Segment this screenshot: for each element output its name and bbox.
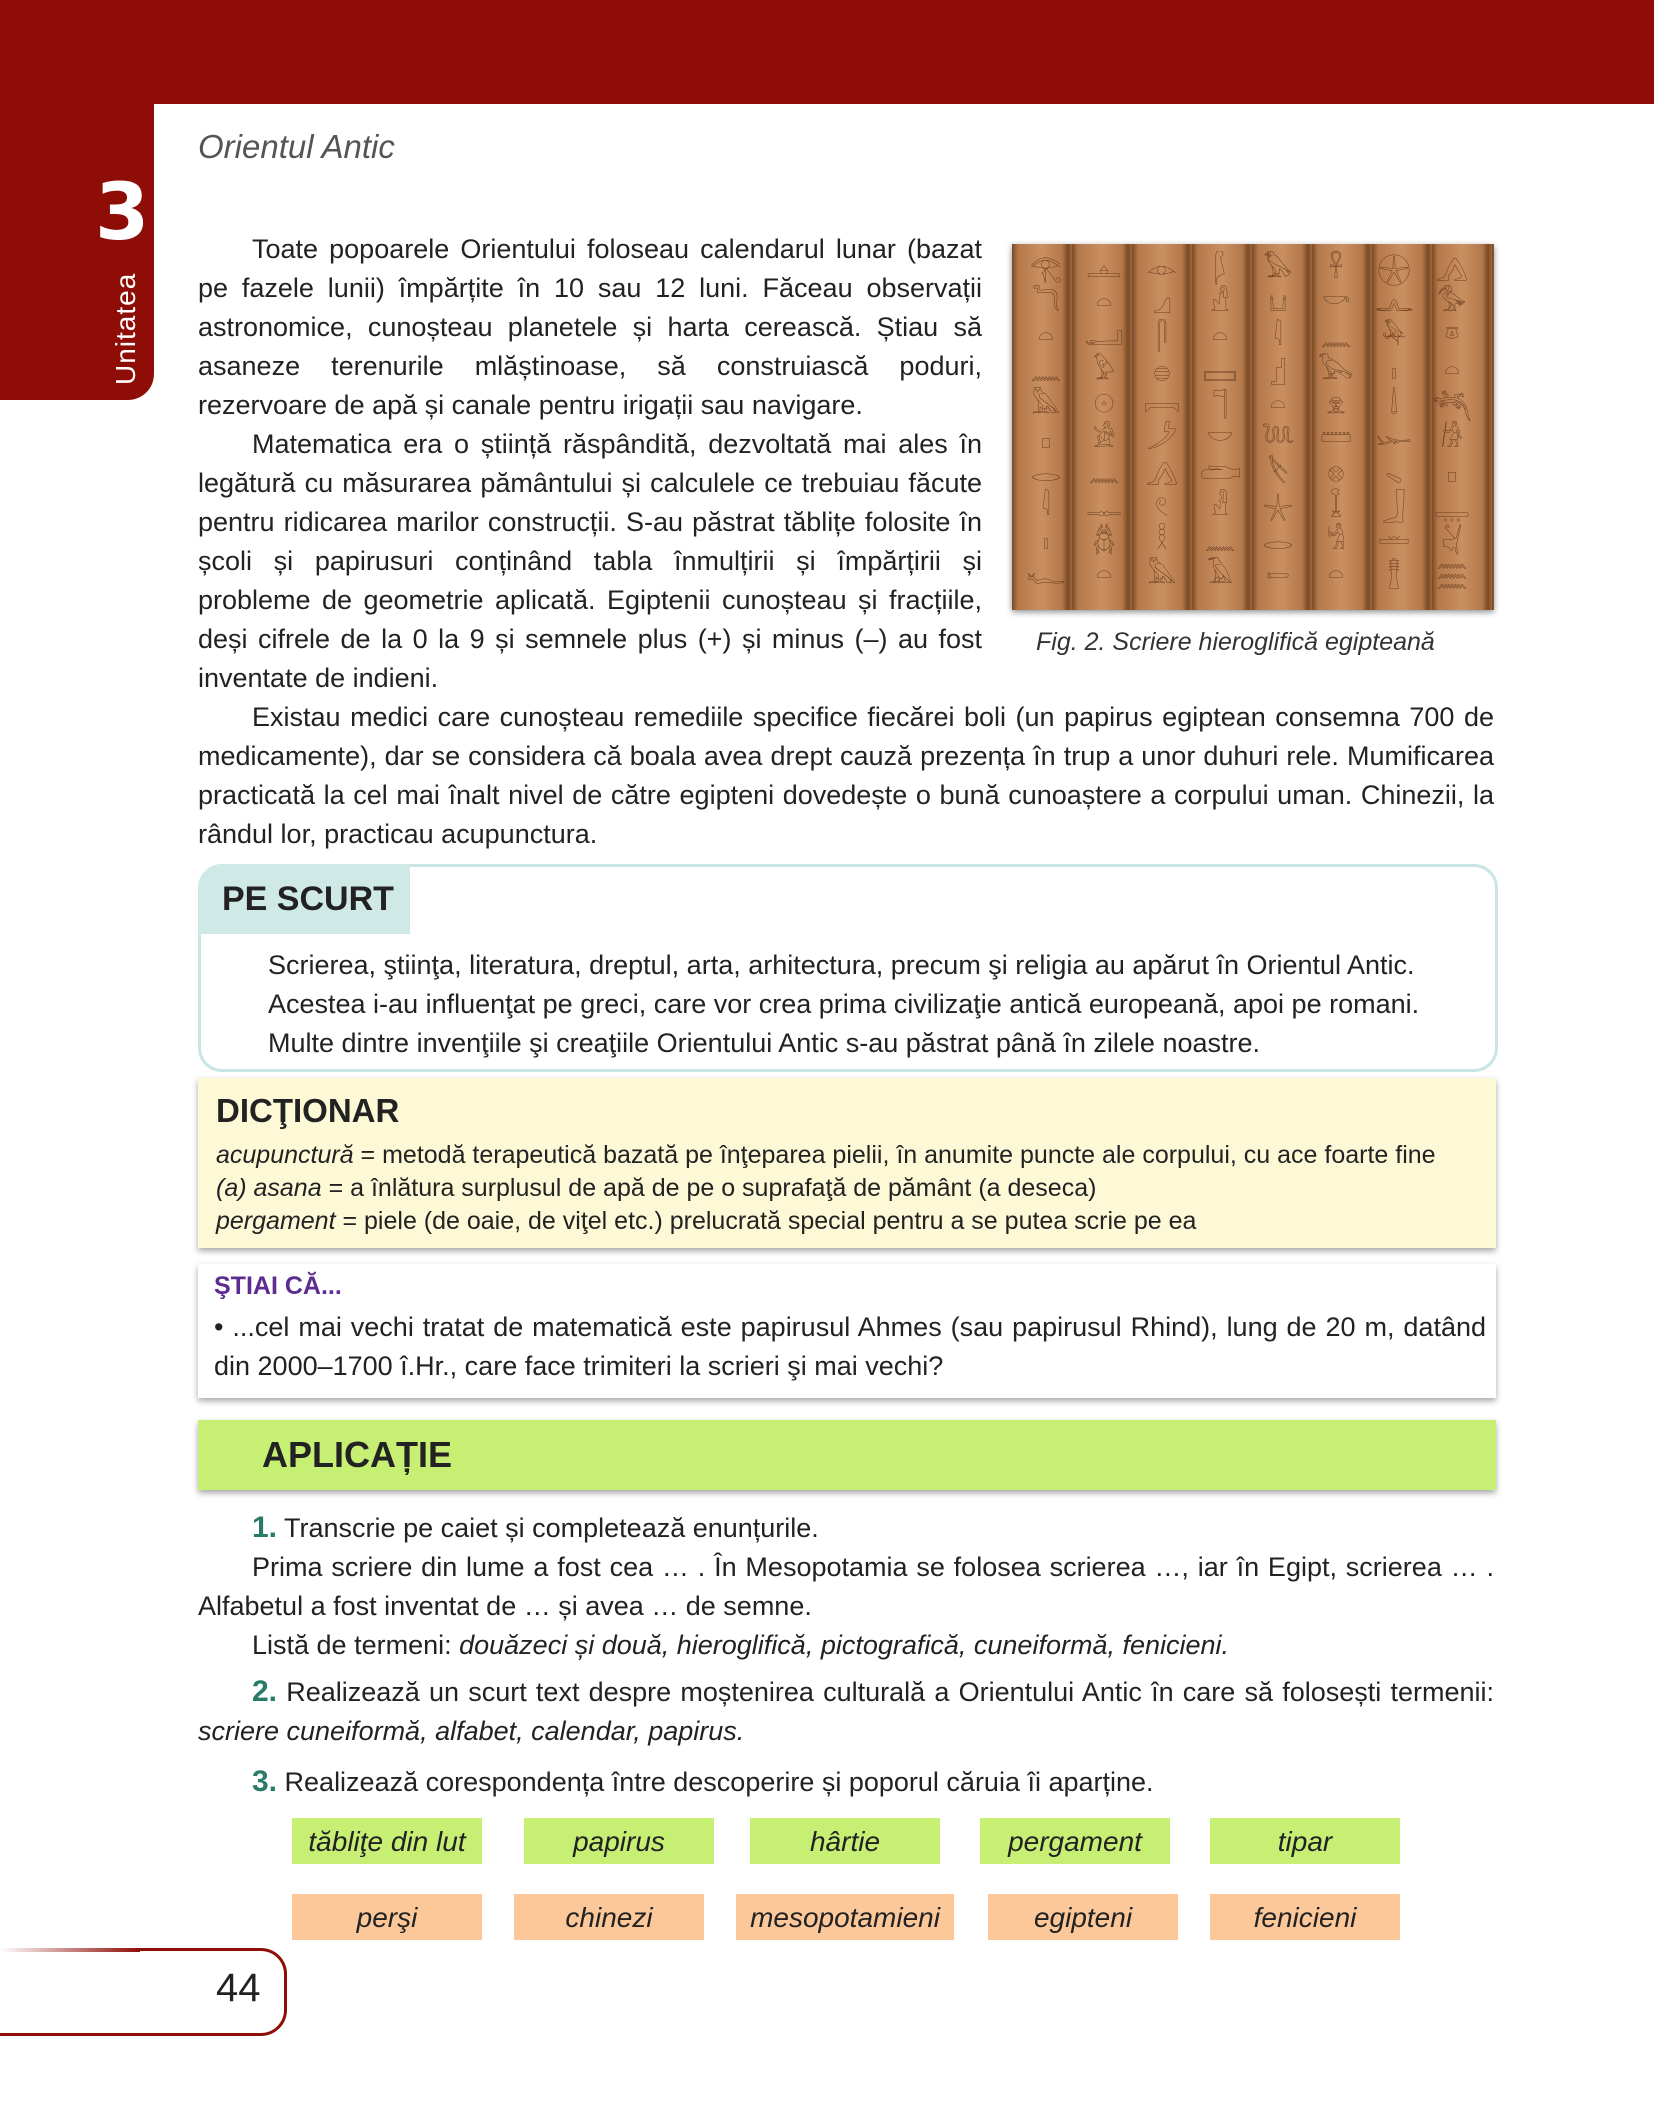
section-title: Orientul Antic	[198, 128, 395, 165]
stiai-ca-title: ŞTIAI CĂ...	[214, 1272, 342, 1300]
dictionar-definition: = a înlătura surplusul de apă de pe o suprafaţă de pământ (a deseca)	[321, 1174, 1097, 1202]
discovery-tag: pergament	[980, 1818, 1170, 1864]
aplicatie-title: APLICAȚIE	[262, 1434, 453, 1475]
exercise-number: 3.	[252, 1765, 278, 1798]
exercise-instruction: Transcrie pe caiet și completează enunțurile.	[277, 1513, 819, 1543]
people-tag: egipteni	[988, 1894, 1178, 1940]
page-number-rule	[0, 1948, 140, 1952]
unit-number: 3	[95, 168, 150, 258]
discovery-tag: tăbliţe din lut	[292, 1818, 482, 1864]
dictionar-entry	[216, 1205, 1196, 1237]
hieroglyph-photo: 𓂀 𓆓 𓏏 𓈖 𓅓 𓊪 𓂋 𓇋 𓏤 𓆑 𓊵 𓏏 𓂝 𓅱 𓇳 𓀀 𓈖 𓊃 𓆣 𓏏 𓁹 𓈎 𓋴 𓐍 𓇯 𓌳 𓂻 𓏲 𓎛 𓅓 𓆄 𓀭 𓏏 𓈙 𓊹 𓎟 𓂧 𓁐 𓈖 𓄿 𓅃 𓂓 𓇋 𓊨 𓏏 𓆙 𓌸 𓇼 𓂋 𓍿 𓋹 𓎡 𓈖 𓅂 𓁷 𓏠 𓊖 𓆼 𓀜 𓏏 𓇽 𓂜 𓅆 𓏤 𓌃 𓆱 𓈅 𓃀 𓏛 𓊽 𓂻 𓅜 𓎼 𓏏 𓆈 𓀙 𓊪 𓇾 𓋔 𓈗	[1012, 244, 1494, 610]
pe-scurt-line: Scrierea, ştiinţa, literatura, dreptul, arta, arhitectura, precum şi religia au apărut în Orientul Antic.	[268, 950, 1415, 980]
exercise-1-text: Prima scriere din lume a fost cea … . În Mesopotamia se folosea scrierea …, iar în Egipt, scrierea … . Alfabetul a fost inventat de … și avea … de semne.	[198, 1552, 1494, 1621]
pe-scurt-title: PE SCURT	[222, 880, 394, 918]
dictionar-term: acupunctură	[216, 1141, 354, 1169]
pe-scurt-text	[268, 946, 1498, 1063]
people-tag: perşi	[292, 1894, 482, 1940]
people-tag: mesopotamieni	[736, 1894, 954, 1940]
paragraph-calendar: Toate popoarele Orientului foloseau calendarul lunar (bazat pe fazele lunii) împărțite în 10 sau 12 luni. Făceau observații astronomice, cunoșteau planetele și harta cerească. Știau să asaneze terenurile mlăștinoase, să construiască poduri, rezervoare de apă și canale pentru irigații sau navigare.	[198, 234, 982, 420]
dictionar-term: pergament	[216, 1207, 336, 1235]
stiai-ca-text: • ...cel mai vechi tratat de matematică este papirusul Ahmes (sau papirusul Rhind), lung de 20 m, datând din 2000–1700 î.Hr., care face trimiteri la scrieri şi mai vechi?	[214, 1312, 1486, 1381]
dictionar-entry	[216, 1172, 1096, 1204]
page-number: 44	[216, 1966, 261, 2010]
pe-scurt-line: Acestea i-au influenţat pe greci, care vor crea prima civilizaţie antică europeană, apoi pe romani.	[268, 989, 1420, 1019]
exercise-2	[198, 1672, 1494, 1751]
dictionar-title: DICŢIONAR	[216, 1092, 400, 1129]
exercise-instruction: Realizează corespondența între descoperire și poporul căruia îi aparține.	[277, 1767, 1154, 1797]
discovery-tag: hârtie	[750, 1818, 940, 1864]
people-tag: chinezi	[514, 1894, 704, 1940]
exercise-3	[198, 1762, 1494, 1802]
top-banner	[0, 0, 1654, 104]
paragraph-mathematics: Matematica era o știință răspândită, dezvoltată mai ales în legătură cu măsurarea pământului și calculele ce trebuiau făcute pentru ridicarea marilor construcții. S-au păstrat tăblițe folosite în școli și papirusuri conținând tabla înmulțirii și împărțirii și probleme de geometrie aplicată. Egiptenii cunoșteau și fracțiile, deși cifrele de la 0 la 9 și semnele plus (+) și minus (–) au fost inventate de indieni.	[198, 429, 982, 693]
exercise-instruction: Realizează un scurt text despre moștenirea culturală a Orientului Antic în care să folosești termenii:	[277, 1677, 1494, 1707]
people-tag: fenicieni	[1210, 1894, 1400, 1940]
exercise-1-instruction	[198, 1508, 1494, 1548]
dictionar-entry	[216, 1139, 1436, 1171]
exercise-1-terms	[198, 1626, 1494, 1665]
discovery-tag: papirus	[524, 1818, 714, 1864]
unit-label: Unitatea	[110, 272, 141, 385]
exercise-number: 2.	[252, 1675, 278, 1708]
dictionar-definition: = metodă terapeutică bazată pe înţeparea pielii, în anumite puncte ale corpului, cu ace foarte fine	[353, 1141, 1436, 1169]
figure-caption: Fig. 2. Scriere hieroglifică egipteană	[1036, 628, 1435, 656]
pe-scurt-line: Multe dintre invenţiile şi creaţiile Orientului Antic s-au păstrat până în zilele noastre.	[268, 1028, 1260, 1058]
paragraph-medicine: Existau medici care cunoșteau remediile specifice fiecărei boli (un papirus egiptean consemna 700 de medicamente), dar se considera că boala avea drept cauză prezența în trup a unor duhuri rele. Mumificarea practicată la cel mai înalt nivel de către egipteni dovedește o bună cunoaștere a corpului uman. Chinezii, la rândul lor, practicau acupunctura.	[198, 702, 1494, 849]
exercise-number: 1.	[252, 1511, 278, 1544]
terms-list: douăzeci și două, hieroglifică, pictografică, cuneiformă, fenicieni.	[459, 1630, 1230, 1660]
terms-list: scriere cuneiformă, alfabet, calendar, papirus.	[198, 1716, 745, 1746]
dictionar-term: (a) asana	[216, 1174, 322, 1202]
dictionar-definition: = piele (de oaie, de viţel etc.) prelucrată special pentru a se putea scrie pe ea	[335, 1207, 1197, 1235]
terms-label: Listă de termeni:	[252, 1630, 460, 1660]
discovery-tag: tipar	[1210, 1818, 1400, 1864]
